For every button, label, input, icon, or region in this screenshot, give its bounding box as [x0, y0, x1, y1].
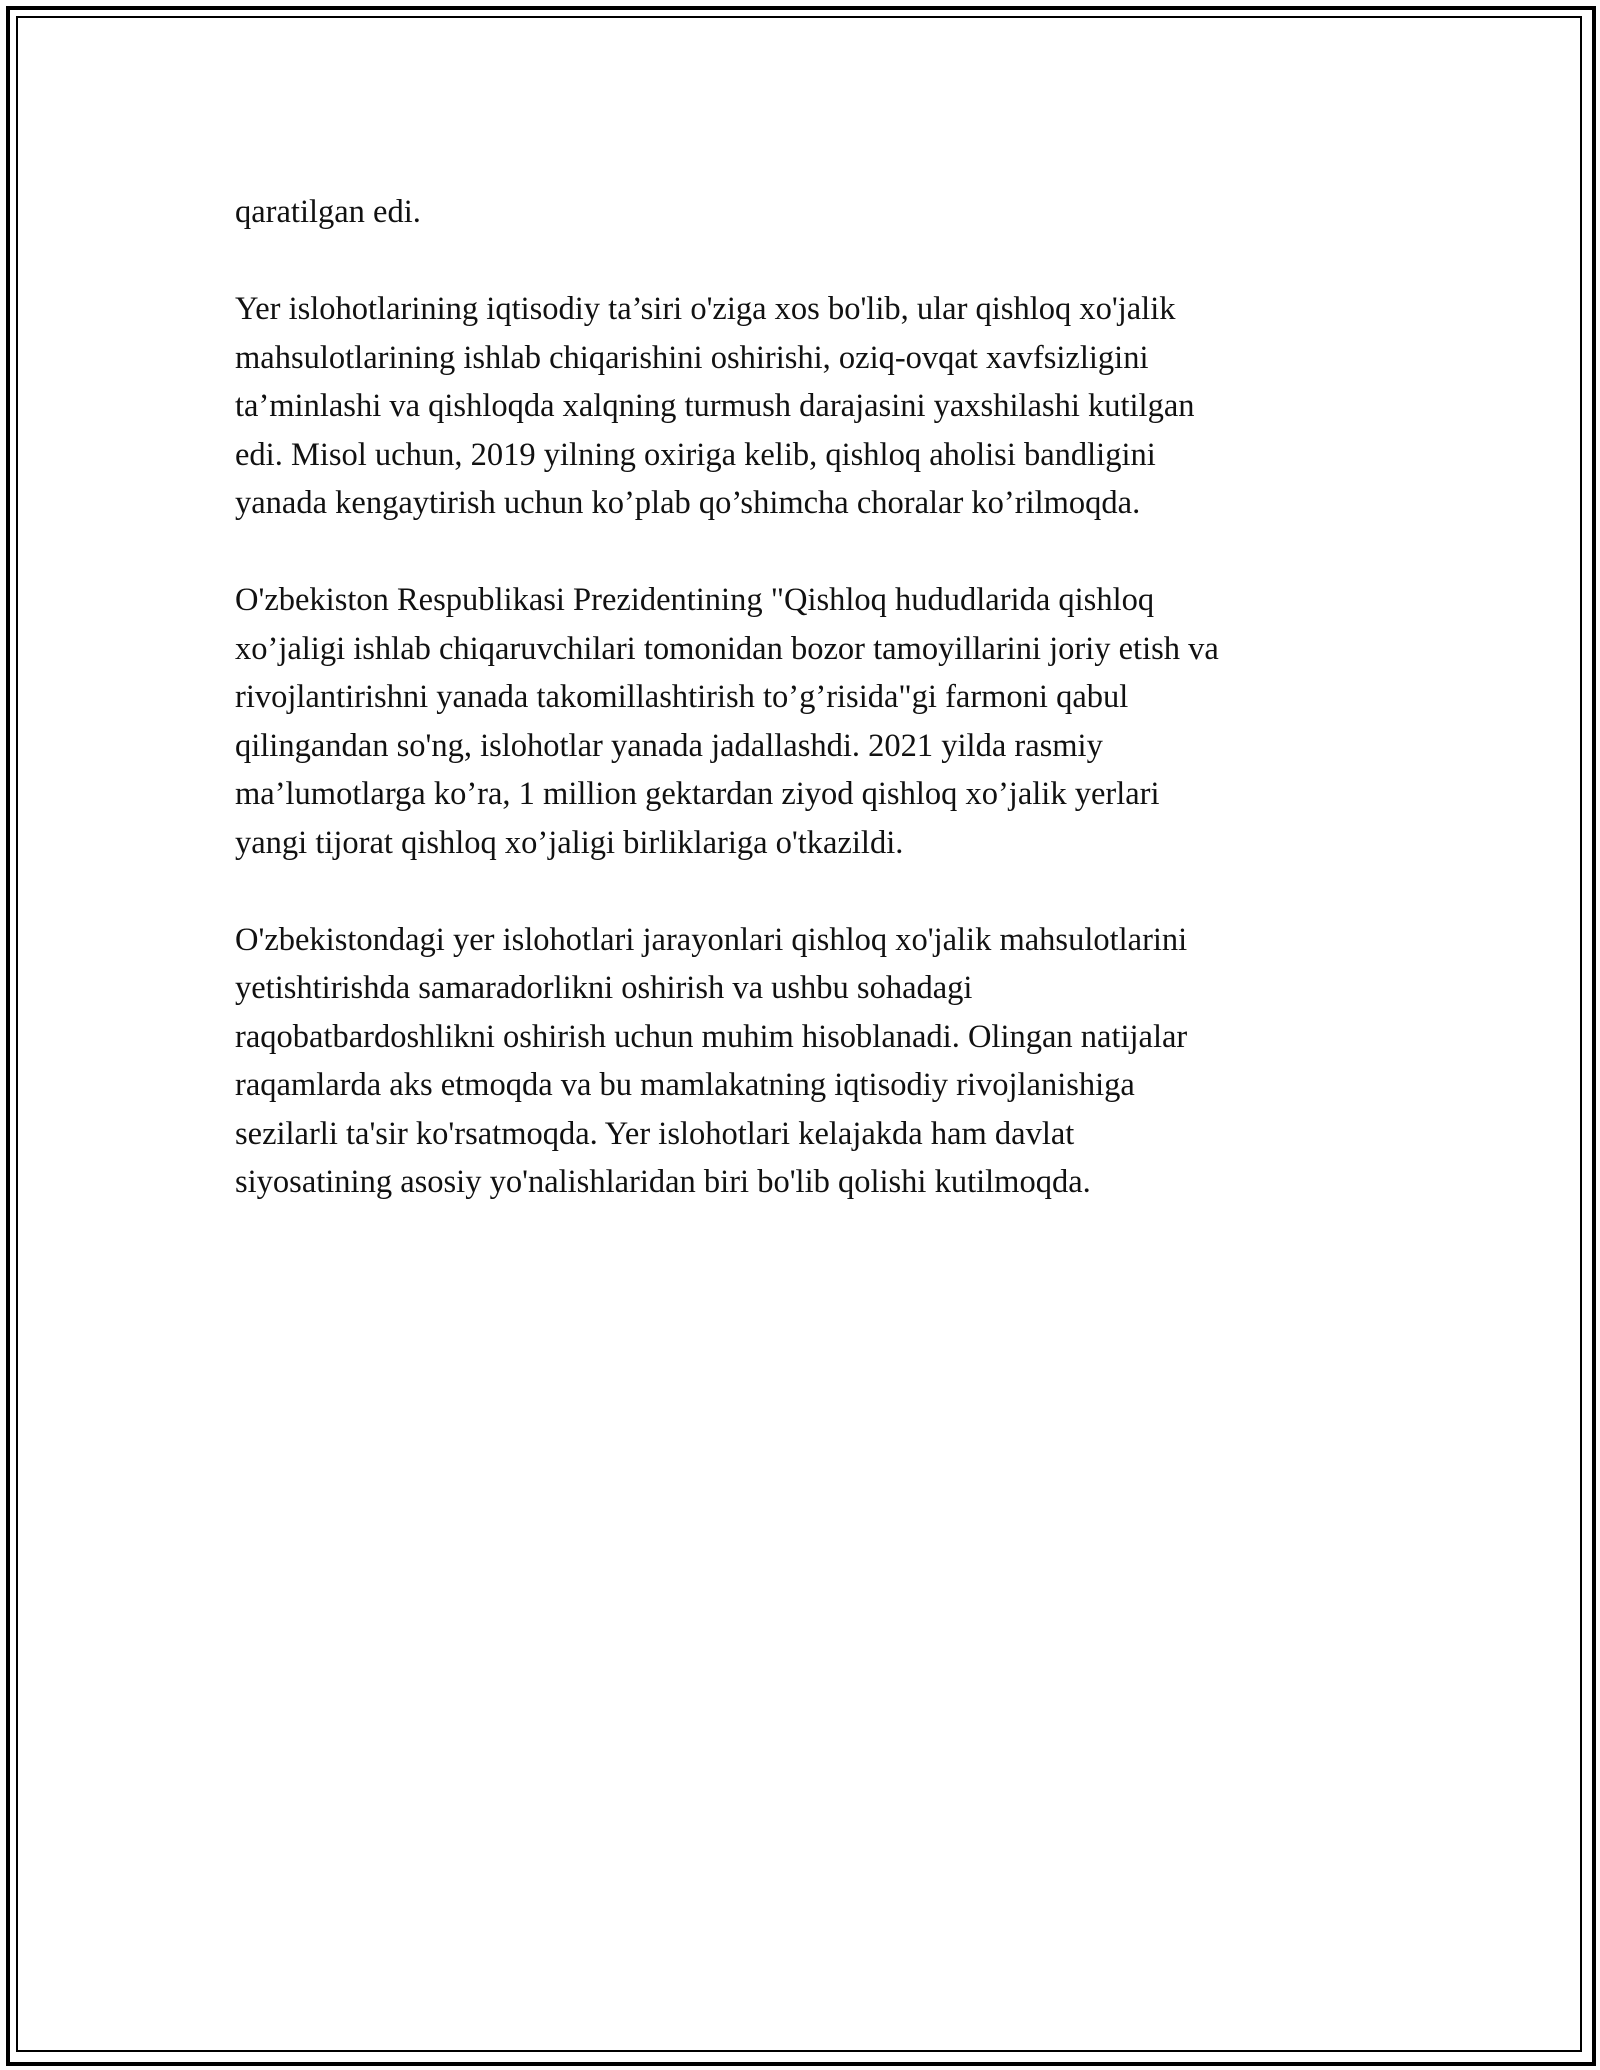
paragraph-continuation: qaratilgan edi. — [235, 194, 421, 230]
document-body — [235, 188, 1355, 1255]
paragraph-conclusion: O'zbekistondagi yer islohotlari jarayonlari qishloq xo'jalik mahsulotlarini yetishtirishda samaradorlikni oshirish va ushbu sohadagi raqobatbardoshlikni oshirish uchun muhim hisoblanadi. Olingan natijalar raqamlarda aks etmoqda va bu mamlakatning iqtisodiy rivojlanishiga sezilarli ta'sir ko'rsatmoqda. Yer islohotlari kelajakda ham davlat siyosatining asosiy yo'nalishlaridan biri bo'lib qolishi kutilmoqda. — [235, 921, 1188, 1200]
paragraph-economic-impact: Yer islohotlarining iqtisodiy ta’siri o'ziga xos bo'lib, ular qishloq xo'jalik mahsulotlarining ishlab chiqarishini oshirishi, oziq-ovqat xavfsizligini ta’minlashi va qishloqda xalqning turmush darajasini yaxshilashi kutilgan edi. Misol uchun, 2019 yilning oxiriga kelib, qishloq aholisi bandligini yanada kengaytirish uchun ko’plab qo’shimcha choralar ko’rilmoqda. — [235, 291, 1195, 521]
paragraph-presidential-decree: O'zbekiston Respublikasi Prezidentining "Qishloq hududlarida qishloq xo’jaligi ishlab chiqaruvchilari tomonidan bozor tamoyillarini joriy etish va rivojlantirishni yanada takomillashtirish to’g’risida"gi farmoni qabul qilingandan so'ng, islohotlar yanada jadallashdi. 2021 yilda rasmiy ma’lumotlarga ko’ra, 1 million gektardan ziyod qishloq xo’jalik yerlari yangi tijorat qishloq xo’jaligi birliklariga o'tkazildi. — [235, 582, 1219, 861]
